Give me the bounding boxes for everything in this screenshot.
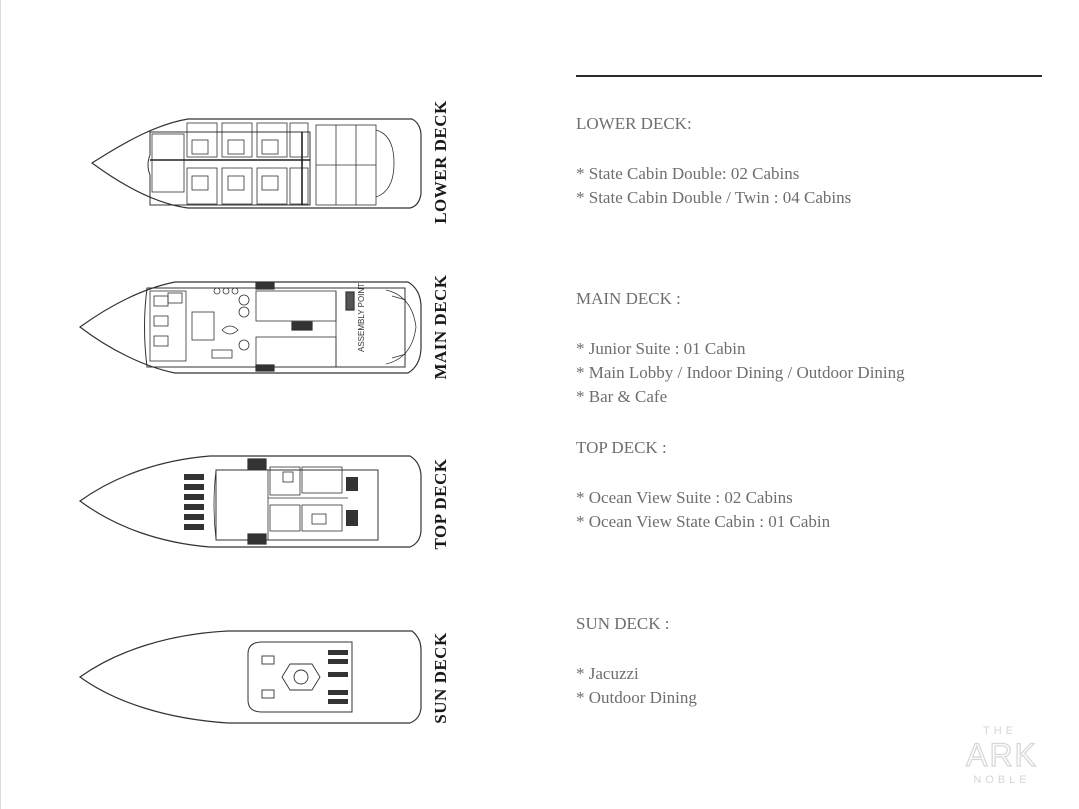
logo-bottom-text: NOBLE <box>973 774 1031 786</box>
list-item: * Junior Suite : 01 Cabin <box>576 339 746 358</box>
header-rule <box>576 75 1042 77</box>
lower-deck-plan <box>92 119 421 208</box>
list-item: * Jacuzzi <box>576 664 639 683</box>
top-deck-info <box>576 436 830 534</box>
list-item: * Ocean View Suite : 02 Cabins <box>576 488 793 507</box>
list-item: * State Cabin Double / Twin : 04 Cabins <box>576 188 852 207</box>
main-deck-plan <box>80 282 421 373</box>
sun-deck-heading: SUN DECK : <box>576 614 670 633</box>
logo-top-text: THE <box>983 725 1017 737</box>
lower-deck-label: LOWER DECK <box>431 100 450 224</box>
main-deck-info <box>576 287 905 409</box>
list-item: * State Cabin Double: 02 Cabins <box>576 164 800 183</box>
top-deck-plan <box>80 456 421 547</box>
sun-deck-label: SUN DECK <box>431 632 450 724</box>
list-item: * Ocean View State Cabin : 01 Cabin <box>576 512 831 531</box>
sun-deck-info <box>576 612 697 710</box>
top-deck-heading: TOP DECK : <box>576 438 667 457</box>
top-deck-label: TOP DECK <box>431 458 450 550</box>
list-item: * Main Lobby / Indoor Dining / Outdoor Dining <box>576 363 905 382</box>
lower-deck-heading: LOWER DECK: <box>576 114 692 133</box>
lower-deck-info <box>576 112 851 210</box>
sun-deck-plan <box>80 631 421 723</box>
list-item: * Bar & Cafe <box>576 387 668 406</box>
list-item: * Outdoor Dining <box>576 688 697 707</box>
main-deck-label: MAIN DECK <box>431 274 450 380</box>
main-deck-heading: MAIN DECK : <box>576 289 681 308</box>
logo-main-text: ARK <box>966 737 1038 773</box>
the-ark-noble-logo <box>952 722 1052 788</box>
assembly-point-label: ASSEMBLY POINT <box>357 282 366 352</box>
